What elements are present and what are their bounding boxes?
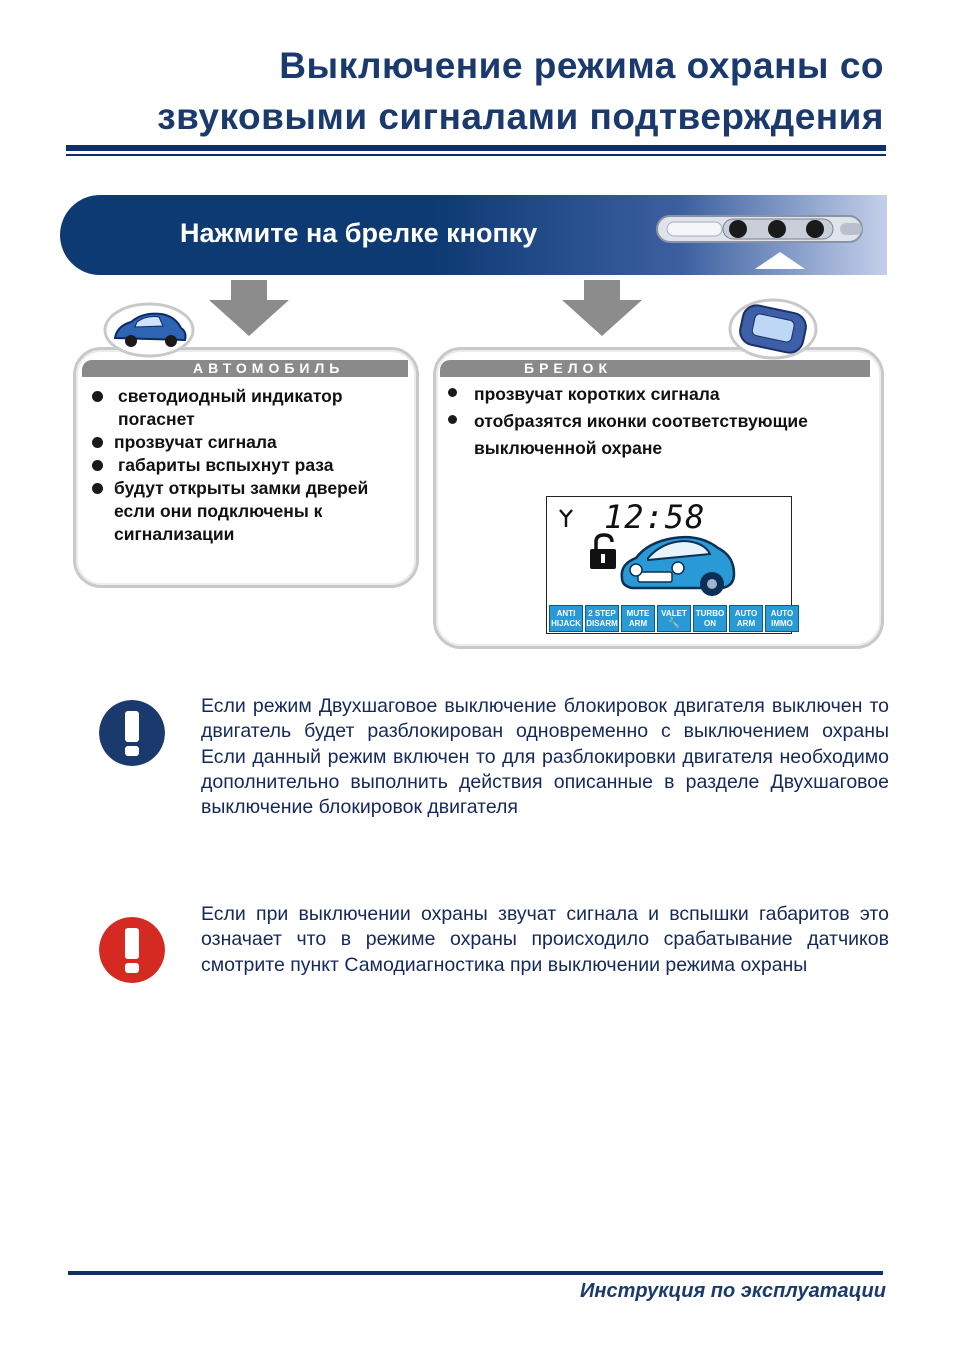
car-badge (103, 300, 195, 363)
key-fob-image (655, 207, 870, 251)
down-arrow-right-icon (562, 280, 642, 336)
auto-arm-icon: AUTO ARM (729, 605, 763, 632)
lcd-fob-icon (727, 295, 822, 360)
title-divider-thin (66, 154, 886, 156)
bullet-icon (92, 437, 103, 448)
title-line-2: звуковыми сигналами подтверждения (157, 96, 884, 137)
down-arrow-left-icon (209, 280, 289, 336)
list-item: прозвучат коротких сигнала (446, 381, 866, 408)
fob-reactions-list (446, 381, 866, 462)
list-item: прозвучат сигнала (90, 431, 410, 454)
turbo-on-icon: TURBO ON (693, 605, 727, 632)
car-icon (103, 300, 195, 358)
title-line-1: Выключение режима охраны со (279, 45, 884, 86)
footer-text: Инструкция по эксплуатации (580, 1280, 886, 1302)
note-two-step: Если режим Двухшаговое выключение блокировок двигателя выключен то двигатель будет разблокирован одновременно с выключением охраны Если данный режим включен то для разблокировки двигателя необходимо дополнительно выполнить действия описанные в разделе Двухшаговое выключение блокировок двигателя (201, 695, 889, 819)
fob-button-3 (806, 220, 824, 238)
fob-panel-header: БРЕЛОК (440, 360, 870, 377)
fob-button-1 (729, 220, 747, 238)
bullet-icon (92, 460, 103, 471)
banner-text: Нажмите на брелке кнопку (180, 218, 538, 248)
bullet-icon (92, 483, 103, 494)
lcd-time: 12:58 (604, 498, 706, 536)
auto-immo-icon: AUTO IMMO (765, 605, 799, 632)
lcd-status-icons (549, 605, 799, 632)
info-exclamation-icon (99, 700, 165, 766)
car-reactions-list (90, 385, 410, 546)
lcd-car-icon (618, 524, 738, 602)
list-item: светодиодный индикатор погаснет (90, 385, 410, 431)
mute-arm-icon: MUTE ARM (621, 605, 655, 632)
title-divider (66, 145, 886, 151)
page-title (54, 40, 884, 142)
two-step-disarm-icon: 2 STEP DISARM (585, 605, 619, 632)
anti-hijack-icon: ANTI HIJACK (549, 605, 583, 632)
fob-badge (727, 295, 822, 365)
bullet-icon (448, 388, 457, 397)
bullet-icon (92, 391, 103, 402)
antenna-icon (558, 508, 574, 528)
note-sensor-trigger: Если при выключении охраны звучат сигнала и вспышки габаритов это означает что в режиме охраны происходило срабатывание датчиков смотрите пункт Самодиагностика при выключении режима охраны (201, 903, 889, 976)
list-item: будут открыты замки дверей если они подключены к сигнализации (90, 477, 410, 546)
list-item: габариты вспыхнут раза (90, 454, 410, 477)
footer-divider (68, 1271, 883, 1275)
unlocked-padlock-icon (588, 533, 622, 571)
warning-exclamation-icon (99, 917, 165, 983)
valet-icon: VALET 🔧 (657, 605, 691, 632)
list-item: отобразятся иконки соответствующие выключенной охране (446, 408, 819, 462)
bullet-icon (448, 415, 457, 424)
car-panel-header: АВТОМОБИЛЬ (82, 360, 408, 377)
banner-notch (755, 252, 805, 269)
fob-button-2 (768, 220, 786, 238)
